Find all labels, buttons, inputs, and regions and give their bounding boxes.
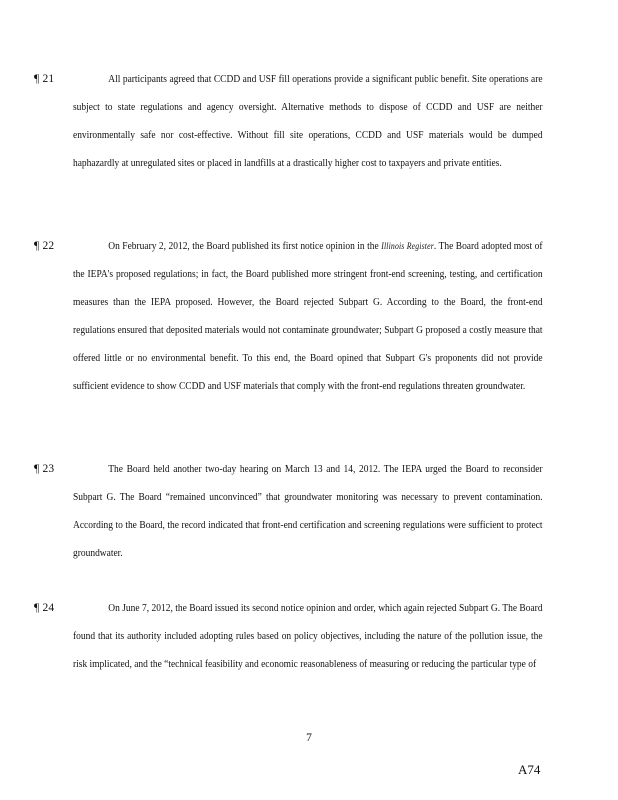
paragraph-text: All participants agreed that CCDD and USF fill operations provide a significant public benefit. Site operations are subject to state regulations and agency oversight. Alternative methods to dispose of CCDD and USF are neither environmentally safe nor cost-effective. Without fill site operations, CCDD and USF materials would be dumped haphazardly at unregulated sites or placed in landfills at a drastically higher cost to taxpayers and private entities. <box>73 73 543 169</box>
paragraph-number: ¶ 24 <box>34 602 55 614</box>
paragraph-text-after: . The Board adopted most of the IEPA's proposed regulations; in fact, the Board published more stringent front-end screening, testing, and certification measures than the IEPA proposed. However, the Board rejected Subpart G. According to the Board, the front-end regulations ensured that deposited materials would not contaminate groundwater; Subpart G proposed a costly measure that offered little or no environmental benefit. To this end, the Board opined that Subpart G's proponents did not provide sufficient evidence to show CCDD and USF materials that comply with the front-end regulations threaten groundwater. <box>73 240 543 392</box>
paragraph-number: ¶ 23 <box>34 463 55 475</box>
paragraph-number: ¶ 22 <box>34 240 55 252</box>
paragraph-text: The Board held another two-day hearing on March 13 and 14, 2012. The IEPA urged the Board to reconsider Subpart G. The Board “remained unconvinced” that groundwater monitoring was necessary to prevent contamination. According to the Board, the record indicated that front-end certification and screening regulations were sufficient to protect groundwater. <box>73 463 543 559</box>
appendix-page-label: A74 <box>518 762 541 777</box>
publication-title: Illinois Register <box>381 241 434 251</box>
page-number: 7 <box>306 732 312 744</box>
paragraph-text-before: On February 2, 2012, the Board published its first notice opinion in the <box>108 240 379 252</box>
paragraph-text: On June 7, 2012, the Board issued its second notice opinion and order, which again rejected Subpart G. The Board found that its authority included adopting rules based on policy objectives, including the nature of the pollution issue, the risk implicated, and the “technical feasibility and economic reasonableness of measuring or reducing the particular type of <box>73 602 543 670</box>
paragraph-number: ¶ 21 <box>34 73 55 85</box>
